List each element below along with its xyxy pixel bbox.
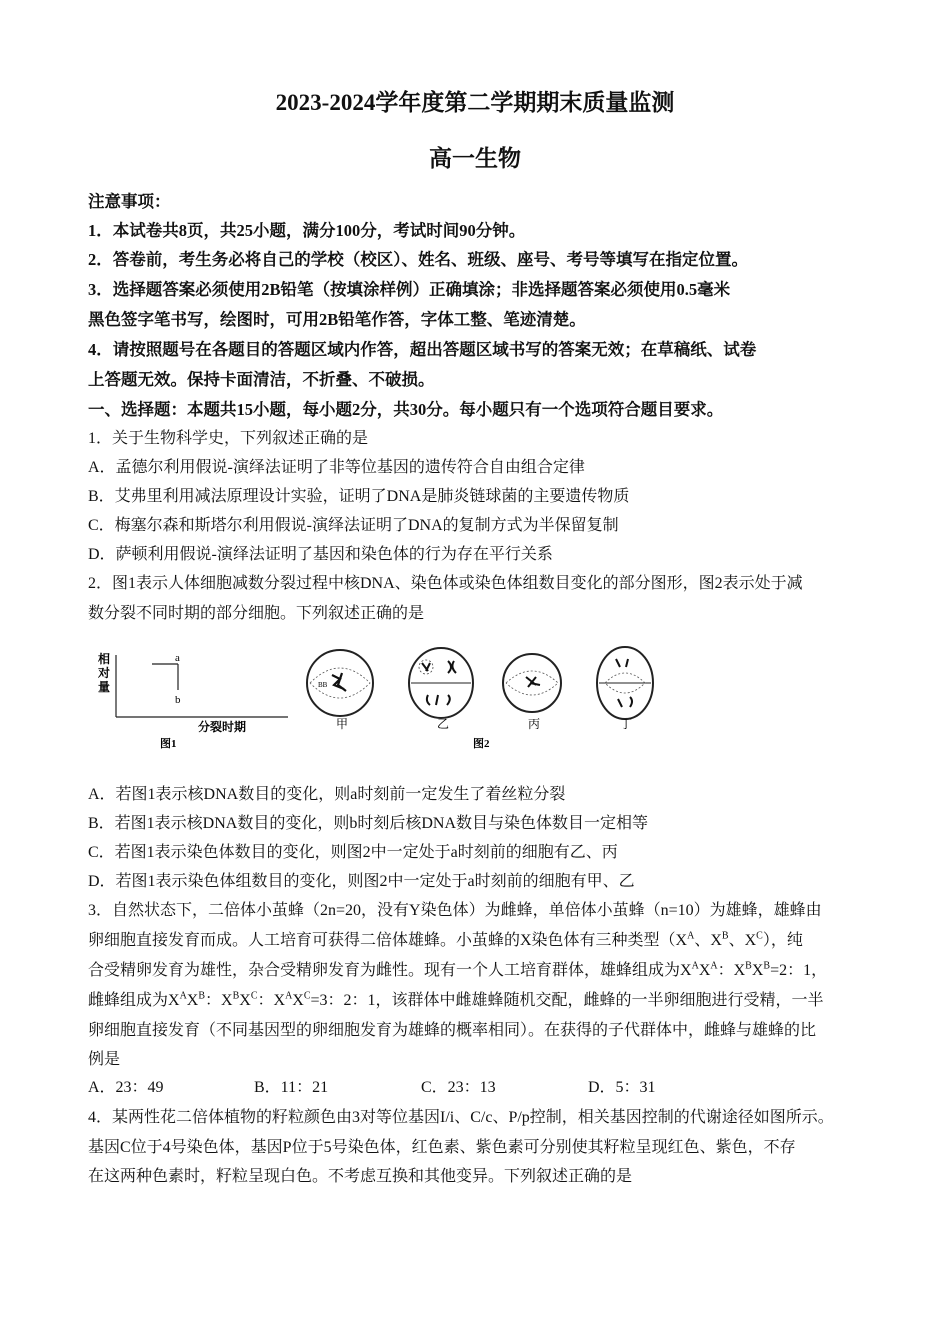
q2-option-c: C．若图1表示染色体数目的变化，则图2中一定处于a时刻前的细胞有乙、丙 [88,844,618,861]
q2-option-a: A．若图1表示核DNA数目的变化，则a时刻前一定发生了着丝粒分裂 [88,786,566,803]
notice-item-1: 1．本试卷共8页，共25小题，满分100分，考试时间90分钟。 [88,221,526,240]
q3-line-6: 例是 [88,1051,121,1068]
notice-heading: 注意事项： [88,192,171,211]
q3-option-c: C．23：13 [421,1079,496,1096]
q4-line-3: 在这两种色素时，籽粒呈现白色。不考虑互换和其他变异。下列叙述正确的是 [88,1168,633,1185]
cell-ding [597,647,653,731]
fig1-point-a: a [175,652,180,664]
fig1-point-b: b [175,694,181,706]
notice-item-3: 3．选择题答案必须使用2B铅笔（按填涂样例）正确填涂；非选择题答案必须使用0.5毫米 [88,280,731,299]
cell-bing [503,654,561,731]
q2-option-d: D．若图1表示染色体组数目的变化，则图2中一定处于a时刻前的细胞有甲、乙 [88,873,635,890]
exam-title: 2023-2024学年度第二学期期末质量监测 [275,90,675,115]
q2-stem-2: 数分裂不同时期的部分细胞。下列叙述正确的是 [88,605,425,622]
q2-option-b: B．若图1表示核DNA数目的变化，则b时刻后核DNA数目与染色体数目一定相等 [88,815,649,832]
q1-stem: 1．关于生物科学史，下列叙述正确的是 [88,430,369,447]
subject-title: 高一生物 [429,146,521,171]
q4-line-2: 基因C位于4号染色体，基因P位于5号染色体，红色素、紫色素可分别使其籽粒呈现红色、紫色，不存 [88,1139,796,1156]
fig1-ylabel-3: 量 [98,680,111,694]
figure-1 [97,651,288,750]
q2-stem-1: 2．图1表示人体细胞减数分裂过程中核DNA、染色体或染色体组数目变化的部分图形，图2表示处于减 [88,575,803,592]
notice-item-3-cont: 黑色签字笔书写，绘图时，可用2B铅笔作答，字体工整、笔迹清楚。 [88,310,586,329]
q3-option-b: B．11：21 [254,1079,329,1096]
q3-option-d: D．5：31 [588,1079,656,1096]
fig1-ylabel-1: 相 [98,652,111,666]
q3-line-5: 卵细胞直接发育（不同基因型的卵细胞发育为雄蜂的概率相同）。在获得的子代群体中，雌蜂与雄蜂的比 [88,1022,817,1039]
q1-option-c: C．梅塞尔森和斯塔尔利用假说-演绎法证明了DNA的复制方式为半保留复制 [88,517,619,534]
cell-yi [409,648,473,731]
q3-line-4: 雌蜂组成为$X^AX^B$：$X^BX^C$：$X^AX^C=3$：2：1，该群体中雌雄蜂随机交配，雌蜂的一半卵细胞进行受精，一半 [88,990,824,1009]
section-heading: 一、选择题：本题共15小题，每小题2分，共30分。每小题只有一个选项符合题目要求。 [88,400,724,419]
cell-label-jia: 甲 [336,717,349,731]
fig1-xlabel: 分裂时期 [198,720,247,734]
q3-male-genotypes: $X^AX^A$：$X^BX^B$ [680,960,771,979]
q1-option-a: A．孟德尔利用假说-演绎法证明了非等位基因的遗传符合自由组合定律 [88,459,585,476]
q1-option-d: D．萨顿利用假说-演绎法证明了基因和染色体的行为存在平行关系 [88,546,553,563]
fig2-caption: 图2 [473,738,490,750]
fig1-ylabel-2: 对 [98,666,111,680]
fig1-caption: 图1 [160,738,177,750]
cell-label-bing: 丙 [528,717,541,731]
cell-label-yi: 乙 [437,717,450,731]
q1-option-b: B．艾弗里利用减法原理设计实验，证明了DNA是肺炎链球菌的主要遗传物质 [88,488,630,505]
notice-item-2: 2．答卷前，考生务必将自己的学校（校区）、姓名、班级、座号、考号等填写在指定位置。 [88,250,748,269]
notice-item-4-cont: 上答题无效。保持卡面清洁，不折叠、不破损。 [88,370,435,389]
cell-label-ding: 丁 [620,717,633,731]
q4-line-1: 4．某两性花二倍体植物的籽粒颜色由3对等位基因I/i、C/c、P/p控制，相关基因控制的代谢途径如图所示。 [88,1109,834,1126]
svg-text:BB: BB [318,681,328,689]
q3-line-3: 合受精卵发育为雄性，杂合受精卵发育为雌性。现有一个人工培育群体，雄蜂组成为$X^AX^A$：$X^BX^B=2$：1， [88,960,828,979]
notice-item-4: 4．请按照题号在各题目的答题区域内作答，超出答题区域书写的答案无效；在草稿纸、试卷 [88,340,757,359]
q3-line-2: 卵细胞直接发育而成。人工培育可获得二倍体雄蜂。小茧蜂的X染色体有三种类型（$X^A$、$X^B$、$X^C$），纯 [88,930,803,949]
cell-jia [307,650,373,731]
q3-option-a: A．23：49 [88,1079,164,1096]
q2-figure [88,645,688,760]
q3-line-1: 3．自然状态下，二倍体小茧蜂（2n=20，没有Y染色体）为雌蜂，单倍体小茧蜂（n=10）为雄蜂，雄蜂由 [88,902,822,919]
